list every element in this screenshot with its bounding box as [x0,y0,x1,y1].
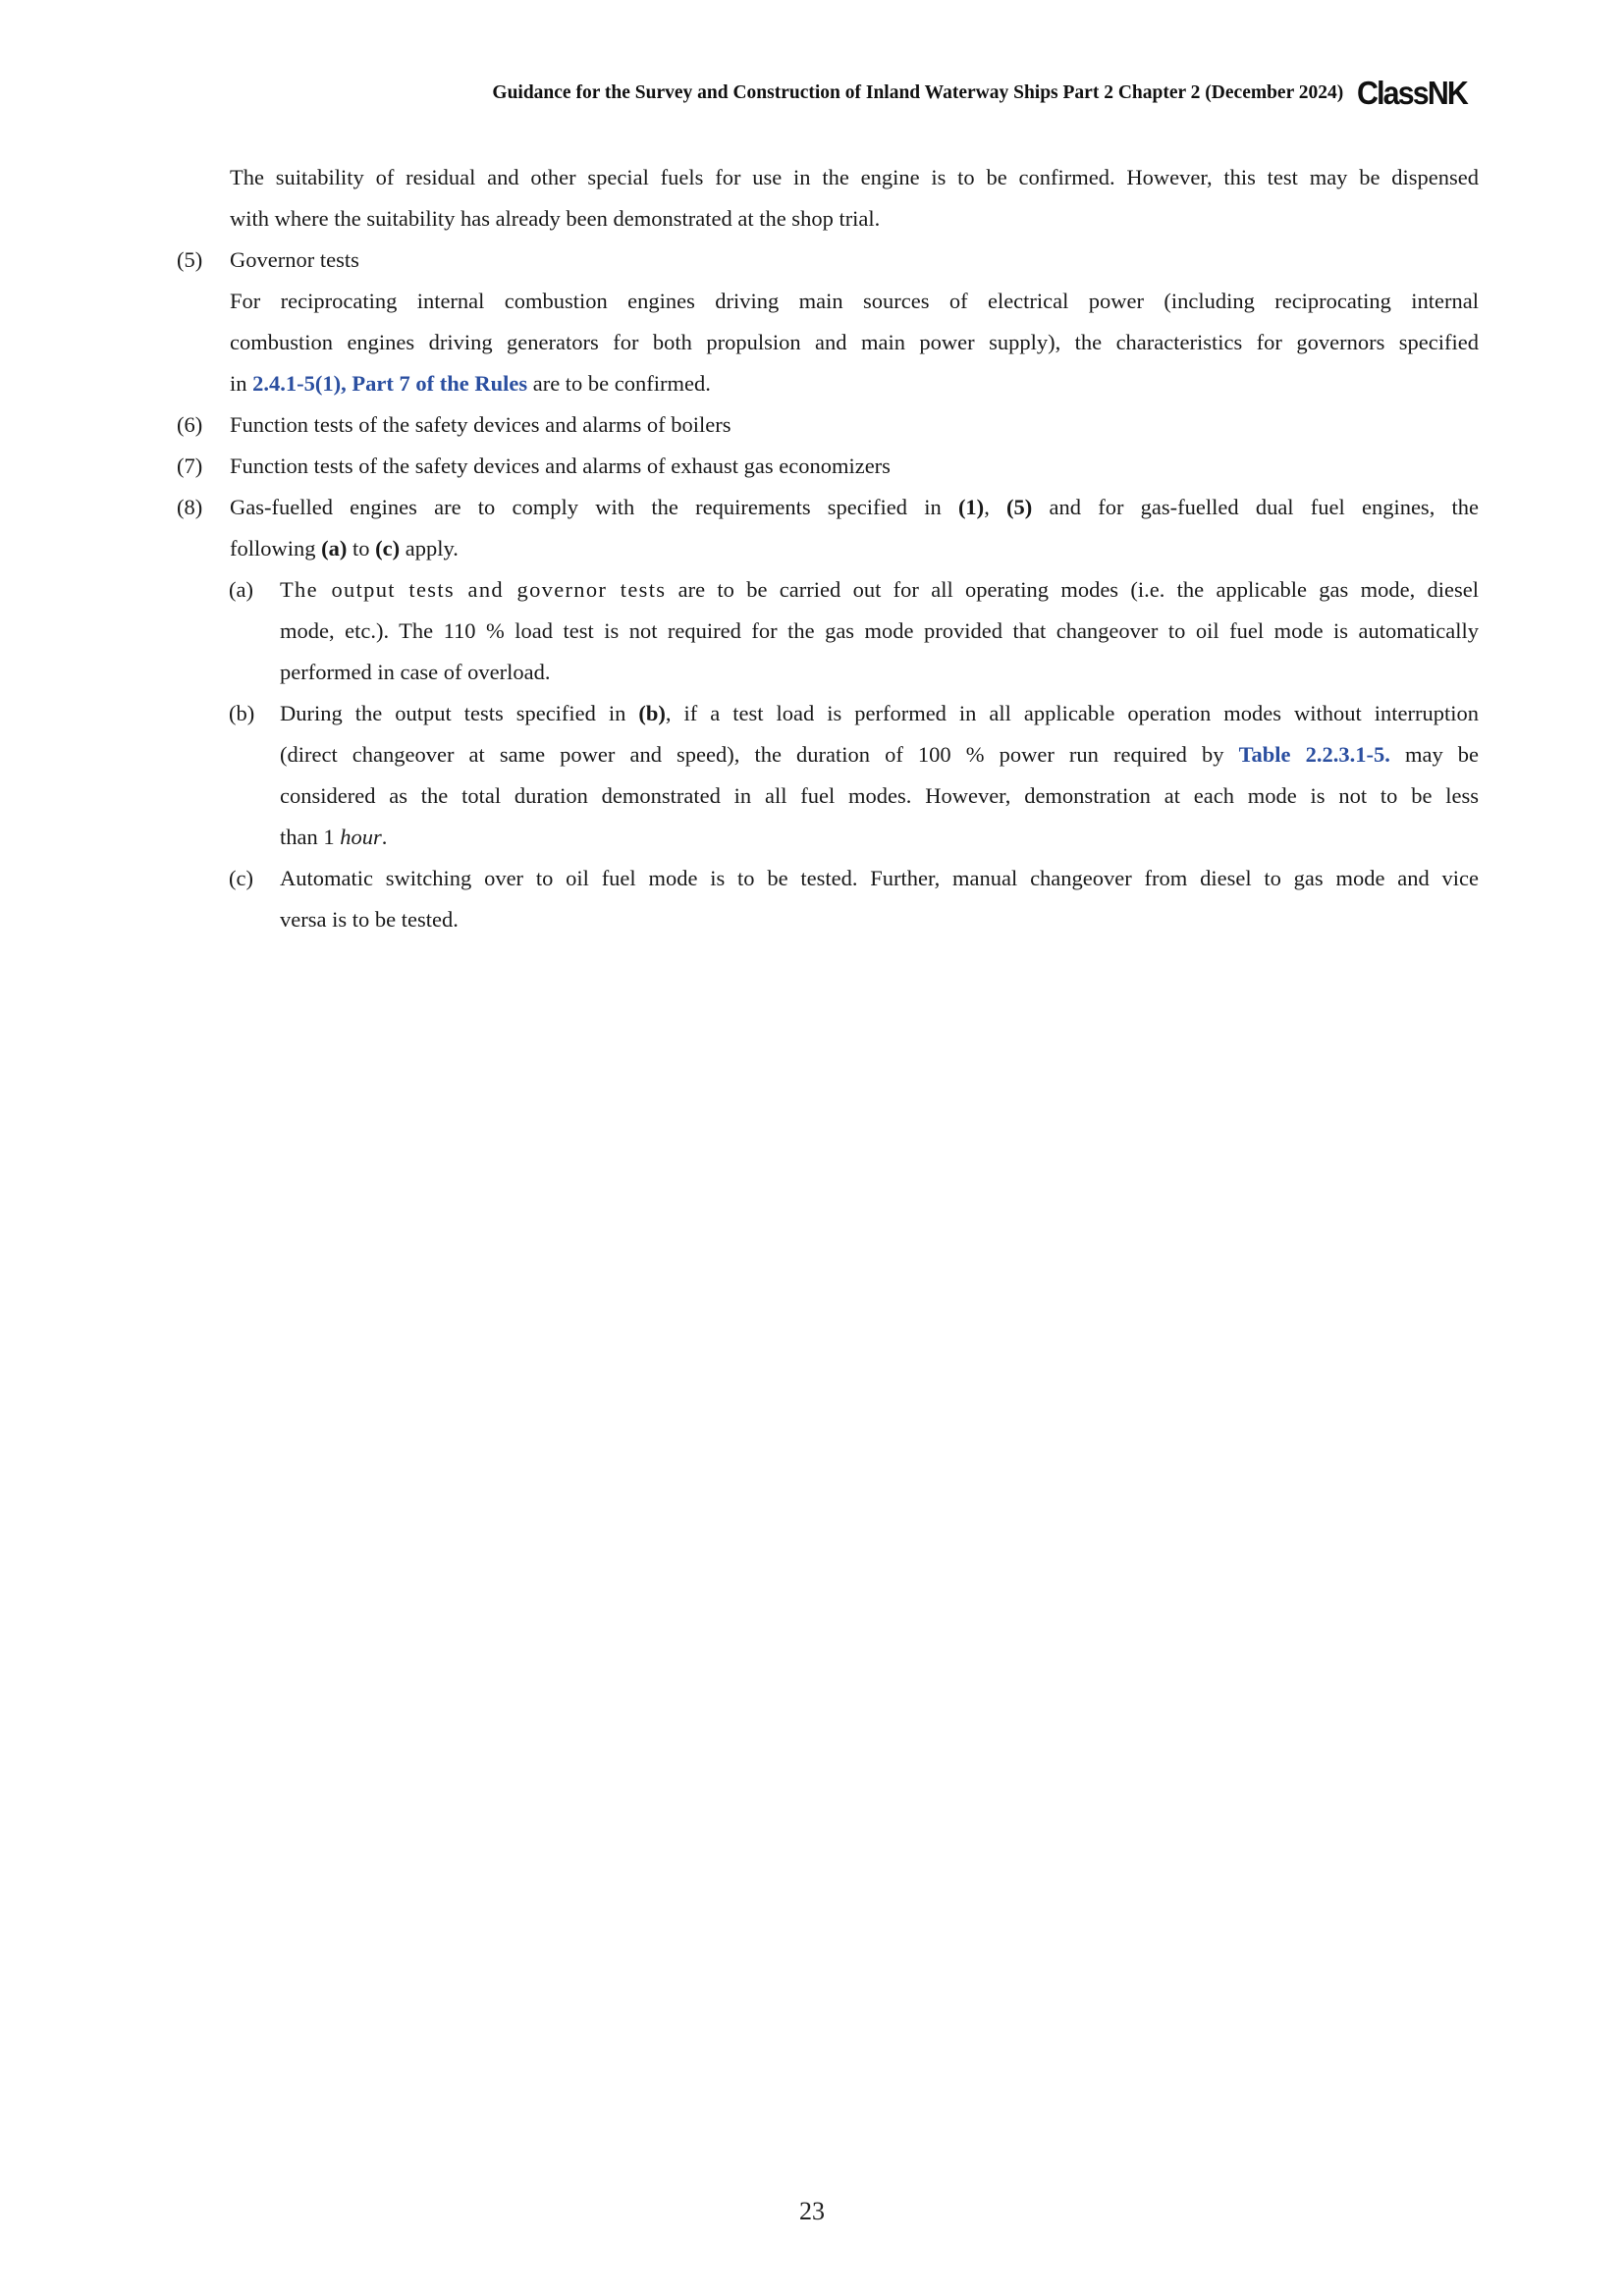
item-8-number: (8) [177,495,203,519]
item-5-line-2: combustion engines driving generators for both propulsion and main power supply), the characteristics for governors specified [230,330,1479,354]
subitem-b-line-2-b: may be [1404,742,1480,767]
intro-line-2: with where the suitability has already been demonstrated at the shop trial. [230,206,881,231]
item-8-line-2-a: following [230,536,316,561]
item-8-line-1-a: Gas-fuelled engines are to comply with the requirements specified in [230,495,942,519]
item-8-to: to [352,536,370,561]
item-8-line-1-b: and for gas-fuelled dual fuel engines, the [1049,495,1480,519]
table-reference-link[interactable]: Table 2.2.3.1-5. [1238,742,1390,767]
item-8-ref-c: (c) [375,536,401,561]
subitem-b-line-1 [280,699,1479,728]
subitem-c-number: (c) [229,866,253,890]
subitem-a-spaced-text: The output tests and governor tests [280,577,667,602]
subitem-a-line-1-rest: are to be carried out for all operating modes (i.e. the applicable gas mode, diesel [677,577,1480,602]
subitem-b-line-4 [280,823,387,852]
item-8-line-2 [230,534,459,563]
item-5-line-1: For reciprocating internal combustion engines driving main sources of electrical power (including reciprocating internal [230,289,1479,313]
subitem-b-period: . [381,825,388,849]
item-6-number: (6) [177,412,203,437]
subitem-b-line-1-a: During the output tests specified in [280,701,626,725]
subitem-b-line-2 [280,740,1479,770]
subitem-a-line-2: mode, etc.). The 110 % load test is not required for the gas mode provided that changeover to oil fuel mode is automatically [280,618,1479,643]
item-5-title: Governor tests [230,247,359,272]
subitem-b-line-1-b: , if a test load is performed in all applicable operation modes without interruption [665,701,1480,725]
item-8-comma: , [984,495,990,519]
page-number: 23 [799,2197,825,2225]
item-5-line-3-pre: in [230,371,247,396]
item-5-line-3-post: are to be confirmed. [532,371,711,396]
subitem-b-line-2-a: (direct changeover at same power and speed), the duration of 100 % power run required by [280,742,1224,767]
subitem-b-ref-b: (b) [638,701,666,725]
item-5-line-3 [230,369,711,399]
item-8-line-1 [230,493,1479,522]
item-5-number: (5) [177,247,203,272]
subitem-c-line-1: Automatic switching over to oil fuel mode is to be tested. Further, manual changeover from diesel to gas mode and vice [280,866,1479,890]
item-8-ref-5: (5) [1006,495,1033,519]
subitem-c-line-2: versa is to be tested. [280,907,459,932]
subitem-b-line-4-a: than 1 [280,825,335,849]
subitem-a-line-3: performed in case of overload. [280,660,551,684]
intro-line-1: The suitability of residual and other special fuels for use in the engine is to be confirmed. However, this test may be dispensed [230,165,1479,189]
subitem-b-line-3: considered as the total duration demonstrated in all fuel modes. However, demonstration at each mode is not to be less [280,783,1479,808]
subitem-a-number: (a) [229,577,253,602]
rules-reference-link[interactable]: 2.4.1-5(1), Part 7 of the Rules [252,371,528,396]
item-7-text: Function tests of the safety devices and alarms of exhaust gas economizers [230,454,891,478]
header-title: Guidance for the Survey and Construction of Inland Waterway Ships Part 2 Chapter 2 (December 2024) [492,81,1344,103]
subitem-b-number: (b) [229,701,255,725]
item-7-number: (7) [177,454,203,478]
item-8-ref-1: (1) [957,495,985,519]
page-header [492,77,1477,109]
subitem-a-line-1 [280,575,1479,605]
item-8-ref-a: (a) [321,536,348,561]
classnk-logo: ClassNK [1357,75,1468,111]
item-8-line-2-b: apply. [405,536,459,561]
item-6-text: Function tests of the safety devices and alarms of boilers [230,412,731,437]
subitem-b-hour: hour [340,825,382,849]
